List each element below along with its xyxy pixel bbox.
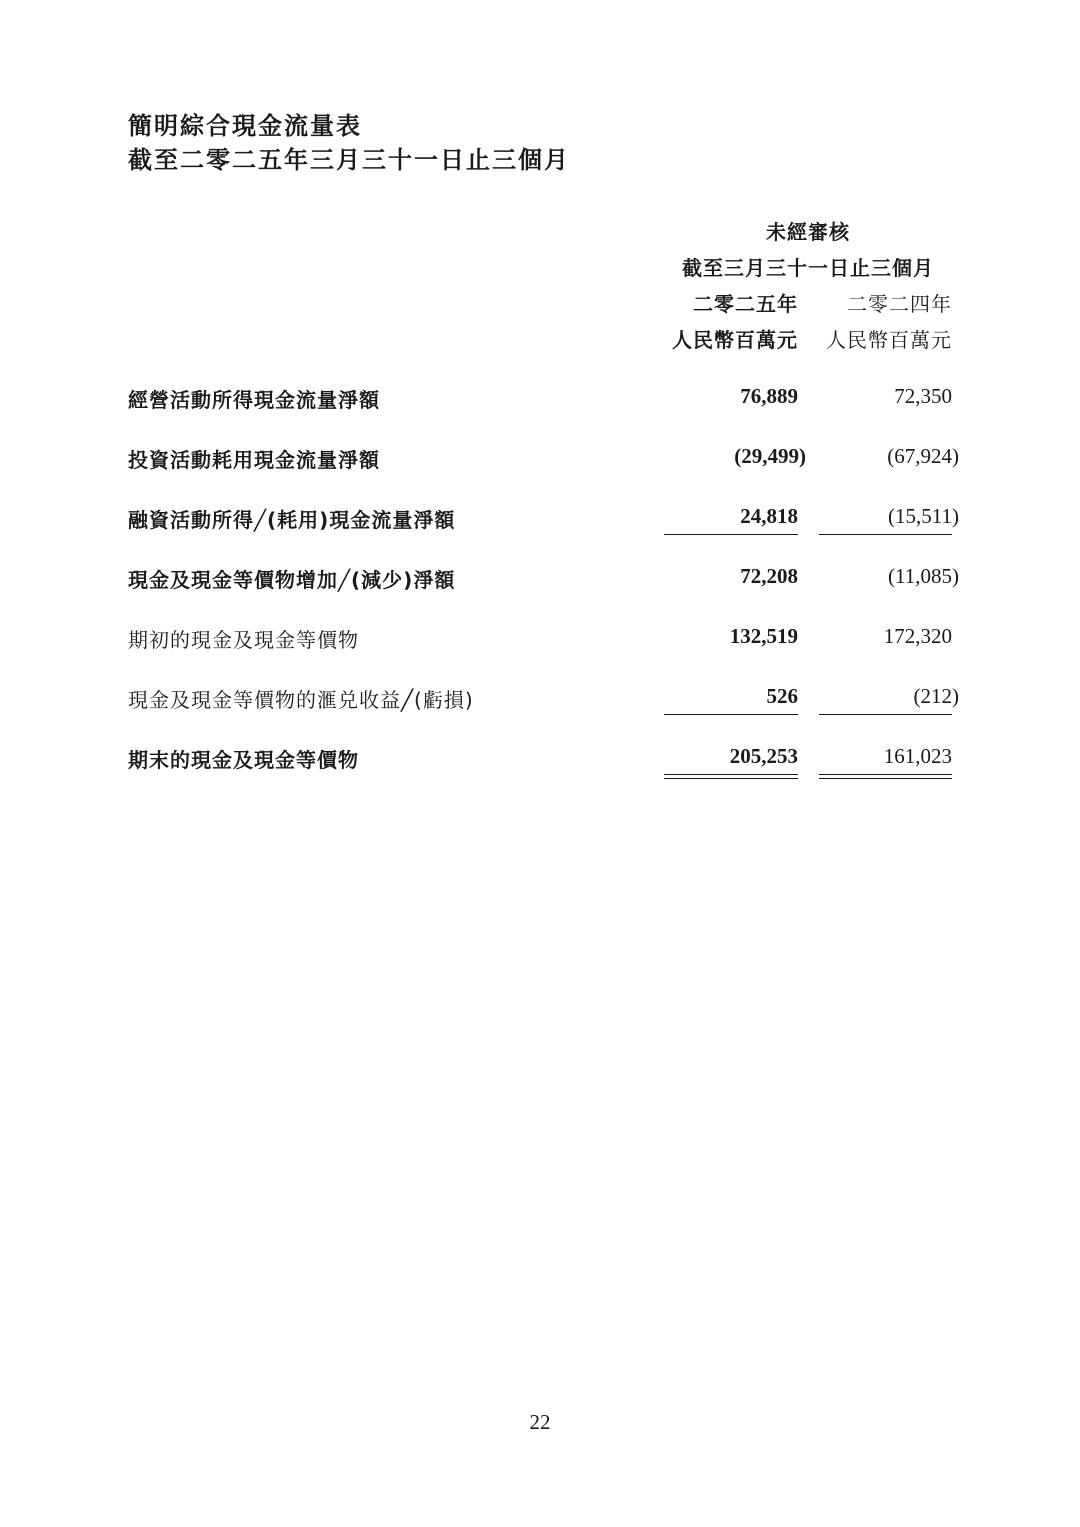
page-number: 22 xyxy=(529,1410,551,1434)
total-double-rule-prior-top xyxy=(819,774,952,775)
value-current-investing-cash-flow: (29,499) xyxy=(734,444,806,468)
total-double-rule-current-bottom xyxy=(664,778,798,779)
value-current-operating-cash-flow: 76,889 xyxy=(740,384,798,408)
value-prior-financing-cash-flow: (15,511) xyxy=(888,504,959,528)
audit-status-header: 未經審核 xyxy=(766,220,850,244)
value-current-fx-gain-loss: 526 xyxy=(766,684,798,708)
value-prior-operating-cash-flow: 72,350 xyxy=(894,384,952,408)
value-prior-closing-cash: 161,023 xyxy=(883,744,952,768)
total-double-rule-current-top xyxy=(664,774,798,775)
row-label-closing-cash: 期末的現金及現金等價物 xyxy=(128,748,359,772)
value-current-net-change-cash: 72,208 xyxy=(740,564,798,588)
year-prior-header: 二零二四年 xyxy=(847,292,952,316)
statement-period-subtitle: 截至二零二五年三月三十一日止三個月 xyxy=(128,146,570,174)
row-label-operating-cash-flow: 經營活動所得現金流量淨額 xyxy=(128,388,380,412)
value-prior-net-change-cash: (11,085) xyxy=(888,564,959,588)
subtotal-rule-prior xyxy=(819,714,952,715)
unit-current-header: 人民幣百萬元 xyxy=(672,328,798,352)
year-current-header: 二零二五年 xyxy=(693,292,798,316)
row-label-investing-cash-flow: 投資活動耗用現金流量淨額 xyxy=(128,448,380,472)
value-current-financing-cash-flow: 24,818 xyxy=(740,504,798,528)
row-label-net-change-cash: 現金及現金等價物增加╱(減少)淨額 xyxy=(128,568,456,592)
row-label-opening-cash: 期初的現金及現金等價物 xyxy=(128,628,359,652)
subtotal-rule-current xyxy=(664,534,798,535)
row-label-financing-cash-flow: 融資活動所得╱(耗用)現金流量淨額 xyxy=(128,508,456,532)
value-prior-investing-cash-flow: (67,924) xyxy=(887,444,959,468)
value-prior-opening-cash: 172,320 xyxy=(883,624,952,648)
row-label-fx-gain-loss: 現金及現金等價物的滙兑收益╱(虧損) xyxy=(128,688,474,712)
period-header: 截至三月三十一日止三個月 xyxy=(682,256,934,280)
unit-prior-header: 人民幣百萬元 xyxy=(826,328,952,352)
value-prior-fx-gain-loss: (212) xyxy=(913,684,959,708)
value-current-opening-cash: 132,519 xyxy=(729,624,798,648)
subtotal-rule-current xyxy=(664,714,798,715)
statement-title: 簡明綜合現金流量表 xyxy=(128,112,362,140)
value-current-closing-cash: 205,253 xyxy=(729,744,798,768)
subtotal-rule-prior xyxy=(819,534,952,535)
total-double-rule-prior-bottom xyxy=(819,778,952,779)
